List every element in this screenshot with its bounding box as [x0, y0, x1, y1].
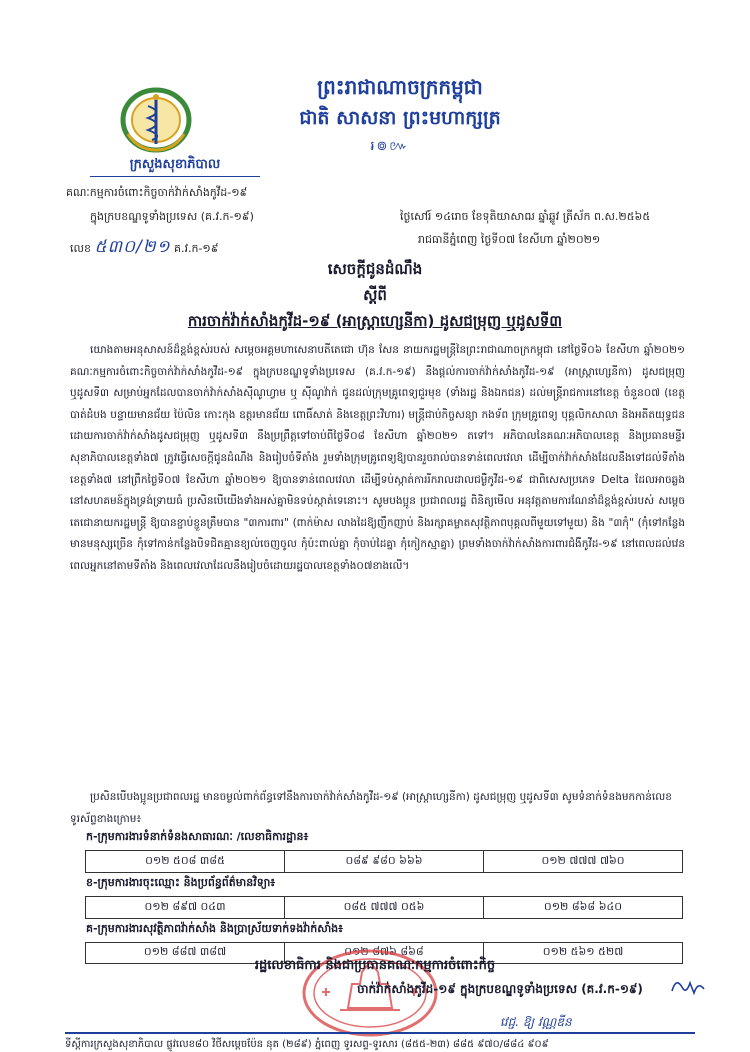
reference-suffix: គ.វ.ក-១៩ — [174, 242, 219, 255]
phone-number: ០១២ ៧៧៧ ៧៦០ — [541, 853, 625, 867]
contact-group-label: ខ-ក្រុមការងារចុះឈ្មោះ និងប្រព័ន្ធព័ត៌មានវិទ្យា៖ — [86, 876, 276, 889]
notice-title: សេចក្តីជូនដំណឹង — [327, 260, 423, 278]
contact-phone-row — [85, 850, 683, 873]
phone-number: ០១២ ៥៦១ ៥២៧ — [542, 945, 624, 958]
notice-body-paragraph: យោងតាមអនុសាសន៍ដ៏ខ្ពង់ខ្ពស់របស់ សម្តេចអគ្គមហាសេនាបតីតេជោ ហ៊ុន សែន នាយករដ្ឋមន្ត្រីនៃព្រះរាជាណាចក្រកម្ពុជា នៅថ្ងៃទី០៦ ខែសីហា ឆ្នាំ២០២១ គណៈកម្មការចំពោះកិច្ចចាក់វ៉ាក់សាំងកូវីដ-១៩ ក្នុងក្របខណ្ឌទូទាំងប្រទេស (គ.វ.ក-១៩) នឹងផ្តល់ការចាក់វ៉ាក់សាំងកូវីដ-១៩ (អាស្ត្រាហ្សេនីកា) ដូសជម្រុញ ឬដូសទី៣ សម្រាប់អ្នកដែលបានចាក់វ៉ាក់សាំងស៊ីណូហ្វាម ឬ ស៊ីណូវ៉ាក់ ជូនដល់ក្រុមគ្រូពេទ្យជួរមុខ (ទាំងរដ្ឋ និងឯកជន) ដល់មន្ត្រីរាជការនៅខេត្ត ចំនួន០៧ (ខេត្តបាត់ដំបង បន្ទាយមានជ័យ ប៉ៃលិន កោះកុង ឧត្តរមានជ័យ ពោធិ៍សាត់ និងខេត្តព្រះវិហារ) មន្ត្រីជាប់កិច្ចសន្យា កងទ័ព ក្រុមគ្រូពេទ្យ បុគ្គលិកសាលា និងអតីតយុទ្ធជន ដោយការចាក់វ៉ាក់សាំងដូសជម្រុញ ឬដូសទី៣ នឹងប្រព្រឹត្តទៅចាប់ពីថ្ងៃទី០៨ ខែសីហា ឆ្នាំ២០២១ តទៅ។ អភិបាលនៃគណៈអភិបាលខេត្ត និងប្រធានមន្ទីរសុខាភិបាលខេត្តទាំង៧ ត្រូវធ្វើសេចក្តីជូនដំណឹង និងរៀបចំទីតាំង រួមទាំងក្រុមគ្រូពេទ្យឱ្យបានរួចរាល់បានទាន់ពេលវេលា ដើម្បីចាក់វ៉ាក់សាំងដែលនឹងទៅដល់ទីតាំងខេត្តទាំង៧ នៅព្រឹកថ្ងៃទី០៧ ខែសីហា ឆ្នាំ២០២១ ឱ្យបានទាន់ពេលវេលា ដើម្បីទប់ស្កាត់ការរីករាលដាលជម្ងឺកូវីដ-១៩ ជាពិសេសប្រភេទ Delta ដែលអាចឆ្លងនៅសហគមន៍ក្នុងទ្រង់ទ្រាយធំ ប្រសិនបើយើងទាំងអស់គ្នាមិនទប់ស្កាត់ទេនោះ។ សូមបងប្អូន ប្រជាពលរដ្ឋ ពិនិត្យមើល អនុវត្តតាមការណែនាំដ៏ខ្ពង់ខ្ពស់របស់ សម្តេចតេជោនាយករដ្ឋមន្ត្រី ឱ្យបានខ្ជាប់ខ្ជួនត្រឹមបាន "៣ការពារ" (ពាក់ម៉ាស លាងដៃឱ្យញឹកញាប់ និងរក្សាគម្លាតសុវត្ថិភាពបុគ្គលពីមួយទៅមួយ) និង "៣កុំ" (កុំទៅកន្លែងមានមនុស្សច្រើន កុំទៅកាន់កន្លែងបិទជិតគ្មានខ្យល់ចេញចូល កុំប៉ះពាល់គ្នា កុំចាប់ដៃគ្នា កុំកៀកស្មាគ្នា) ព្រមទាំងចាក់វ៉ាក់សាំងការពារជំងឺកូវីដ-១៩ នៅពេលដល់វេនពេលអ្នកនៅតាមទីតាំង និងពេលវេលាដែលនឹងរៀបចំដោយរដ្ឋបាលខេត្តទាំង០៧ខាងលើ។ — [70, 344, 685, 572]
committee-name: គណៈកម្មការចំពោះកិច្ចចាក់វ៉ាក់សាំងកូវីដ-១៩ — [66, 186, 248, 199]
solar-date: រាជធានីភ្នំពេញ ថ្ងៃទី០៧ ខែសីហា ឆ្នាំ២០២១ — [418, 233, 601, 246]
reference-value: ៥៣០/២១ — [94, 237, 171, 257]
contact-group-label: គ-ក្រុមការងារសុវត្ថិភាពវ៉ាក់សាំង និងប្រាស្រ័យទាក់ទងវ៉ាក់សាំង៖ — [86, 922, 343, 935]
signatory-title: រដ្ឋលេខាធិការ និងជាប្រធានគណៈកម្មការចំពោះកិច្ច — [254, 958, 496, 973]
phone-number: ០១២ ៨៦៨ ៦៤០ — [543, 899, 623, 913]
phone-number: ០៨៥ ៧៧៧ ០៥៦ — [285, 897, 484, 918]
committee-area: ក្នុងក្របខណ្ឌទូទាំងប្រទេស (គ.វ.ក-១៩) — [90, 210, 254, 223]
phone-number: ០១២ ៨៩៧ ០៤៣ — [86, 897, 285, 918]
motto-ornament: ៛៙៚ — [370, 139, 410, 154]
phone-number: ០៨៩ ៩៨០ ៦៦៦ — [285, 851, 484, 872]
notice-subject: ការចាក់វ៉ាក់សាំងកូវីដ-១៩ (អាស្ត្រាហ្សេនីកា) ដូសជម្រុញ ឬដូសទី៣ — [187, 312, 563, 330]
ministry-address-footer: ទីស្តីការក្រសួងសុខាភិបាល ផ្លូវលេខ៨០ វិថីសម្តេចប៉ែន នុត (២៨៩) ភ្នំពេញ ទូរសព្ទ-ទូរសារ (៨៥៥-២៣) ៨៨៥ ៩៧០/៨៨៤ ៩០៩ — [65, 1032, 695, 1052]
contact-group-label: ក-ក្រុមការងារទំនាក់ទំនងសាធារណៈ /លេខាធិការដ្ឋាន៖ — [86, 830, 309, 843]
ministry-name: ក្រសួងសុខាភិបាល — [90, 156, 260, 177]
contact-intro-paragraph: ប្រសិនបើបងប្អូនប្រជាពលរដ្ឋ មានចម្ងល់ពាក់ព័ន្ធទៅនឹងការចាក់វ៉ាក់សាំងកូវីដ-១៩ (អាស្ត្រាហ្សេនីកា) ដូសជម្រុញ ឬដូសទី៣ សូមទំនាក់ទំនងមកកាន់លេខទូរស័ព្ទខាងក្រោម៖ — [70, 791, 672, 825]
phone-number: ០១២ ៨៧៦ ៨៦៨ — [285, 943, 484, 963]
lunar-date: ថ្ងៃសៅរ៍ ១៤រោច ខែទុតិយាសាឍ ឆ្នាំឆ្លូវ ត្រីស័ក ព.ស.២៥៦៥ — [400, 210, 651, 223]
signatory-name: វេជ្ជ. ឱ្យ វណ្ណឌីន — [500, 1015, 572, 1029]
notice-subject-label: ស្តីពី — [363, 286, 387, 304]
ministry-logo — [118, 84, 194, 156]
reference-prefix: លេខ — [70, 242, 91, 255]
phone-number: ០១២ ៨៨៧ ៣៨៧ — [86, 943, 285, 963]
signatory-committee: ចាក់វ៉ាក់សាំងកូវីដ-១៩ ក្នុងក្របខណ្ឌទូទាំងប្រទេស (គ.វ.ក-១៩) — [357, 982, 643, 996]
national-motto: ជាតិ សាសនា ព្រះមហាក្សត្រ — [299, 107, 501, 129]
kingdom-heading: ព្រះរាជាណាចក្រកម្ពុជា — [317, 75, 483, 99]
handwritten-signature — [668, 975, 708, 999]
phone-number: ០១២ ៥០៨ ៣៨៥ — [86, 851, 285, 872]
contact-phone-row — [85, 896, 683, 919]
reference-number — [70, 236, 219, 261]
